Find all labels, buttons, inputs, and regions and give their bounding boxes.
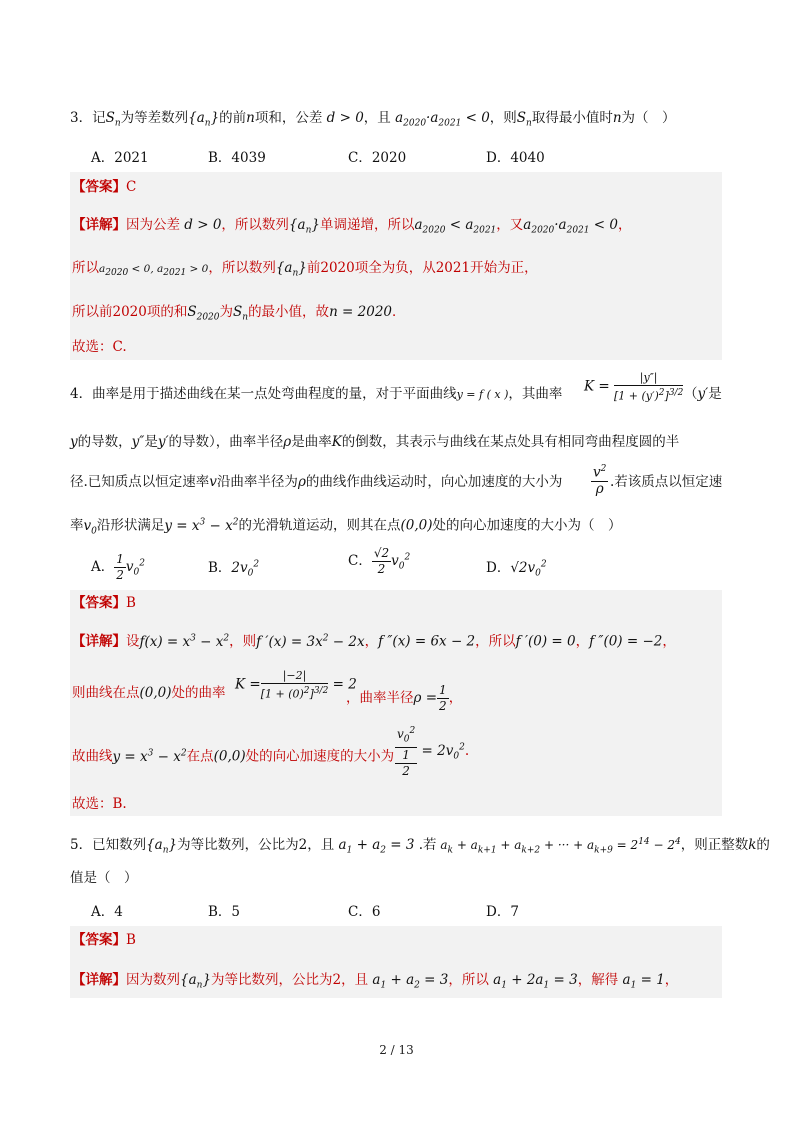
q4-stem-line2: y的导数，y″是y′的导数），曲率半径ρ是曲率K的倒数，其表示与曲线在某点处具有相同弯曲程度圆的半 [70, 434, 680, 450]
curvature-formula: K = $\frac{|y''|}{[1 + (y')^2]^{3/2}}$ [584, 371, 684, 403]
math: $S_n$ [516, 110, 532, 129]
q3-detail-line1: 【详解】因为公差 d > 0，所以数列$\{a_n\}$单调递增，所以$a_{2020} < a_{2021}$，又$a_{2020}\cdot a_{2021} < 0$， [72, 217, 632, 236]
q3-choice: 故选：C. [72, 339, 127, 355]
q3-option-d: D．4040 [486, 150, 545, 166]
page-number: 2 / 13 [379, 1043, 414, 1057]
q4-option-d: D．$√2v_0^2$ [486, 559, 547, 579]
q4-stem-line1: 4．曲率是用于描述曲线在某一点处弯曲程度的量，对于平面曲线y = f ( x )，其曲率 [70, 386, 563, 402]
q4-detail-line2: 则曲线在点(0,0)处的曲率 [72, 685, 226, 701]
q4-curvature-value: K = $\frac{|-2|}{[1 + (0)^2]^{3/2}}$ = 2 [235, 669, 357, 701]
q4-stem-line1-end: （y′是 [684, 386, 722, 402]
q3-option-c: C．2020 [348, 150, 407, 166]
q3-option-b: B．4039 [208, 150, 266, 166]
q4-option-c: C． $\frac{√2}{2}$ $v_0^2$ [348, 546, 411, 576]
q4-stem-line4: 率$v_0$沿形状满足$y = x^3 - x^2$的光滑轨道运动，则其在点(0,0)处的向心加速度的大小为（ ） [70, 517, 622, 537]
math: $\{a_n\}$ [188, 110, 220, 129]
q4-accel-fraction: $\frac{v^2}{\rho}$ [593, 464, 607, 497]
q5-option-a: A．4 [91, 904, 123, 920]
q4-stem-line3-end: .若该质点以恒定速 [610, 474, 723, 490]
q5-option-b: B．5 [208, 904, 241, 920]
q5-answer: 【答案】B [72, 932, 136, 948]
q5-stem-line2: 值是（ ） [70, 870, 138, 886]
q4-stem-line3: 径.已知质点以恒定速率v沿曲率半径为ρ的曲线作曲线运动时，向心加速度的大小为 [70, 474, 563, 490]
math: d > 0 [322, 110, 364, 126]
math: n [246, 110, 255, 126]
q3-detail-line3: 所以前2020项的和$S_{2020}$为$S_n$的最小值，故n = 2020． [72, 304, 406, 323]
q5-detail-line1: 【详解】因为数列$\{a_n\}$为等比数列，公比为2，且 $a_1 + a_2 = 3$，所以 $a_1 + 2a_1 = 3$，解得 $a_1 = 1$， [72, 972, 679, 991]
q4-detail-line1: 【详解】设$f(x) = x^3 - x^2$，则f $'(x) = 3x^2 - 2x$，f ″(x) = 6x − 2，所以f ′(0) = 0，f ″(0) = −2， [72, 633, 676, 650]
math: $a_{2020}\cdot a_{2021} < 0$ [390, 110, 490, 129]
q4-choice: 故选：B. [72, 796, 127, 812]
q4-detail-line3: 故曲线$y = x^3 - x^2$在点(0,0)处的向心加速度的大小为 [72, 748, 395, 765]
q4-option-b: B．$2v_0^2$ [208, 559, 260, 579]
q5-option-c: C．6 [348, 904, 381, 920]
q3-answer-box [70, 172, 722, 360]
math: $S_n$ [105, 110, 121, 129]
q3-option-a: A．2021 [91, 150, 149, 166]
q4-option-a: A． $\frac{1}{2}$ $v_0^2$ [91, 552, 145, 582]
q5-answer-box [70, 926, 722, 998]
q5-option-d: D．7 [486, 904, 519, 920]
q5-stem-line1: 5．已知数列$\{a_n\}$为等比数列，公比为2，且 $a_1 + a_2 = 3$ .若 $a_k + a_{k+1} + a_{k+2}$ + ··· + $a_{k+9} = 2^{14} - 2^4$，则正整数k的 [70, 837, 770, 856]
q3-detail-line2: 所以$a_{2020} < 0$, $a_{2021} > 0$，所以数列$\{a_n\}$前2020项全为负，从2021开始为正， [72, 260, 538, 279]
q4-answer-box [70, 590, 722, 816]
q3-answer: 【答案】C [72, 179, 137, 195]
q3-stem: 3．记$S_n$为等差数列$\{a_n\}$的前n项和，公差 d > 0，且 $a_{2020}\cdot a_{2021} < 0$，则$S_n$取得最小值时n为（ ） [70, 110, 676, 129]
q4-answer: 【答案】B [72, 595, 136, 611]
math: n [612, 110, 622, 126]
q3-number: 3． [70, 110, 93, 126]
q4-detail-line2-end: ，曲率半径ρ = $\frac{1}{2}$ ， [346, 683, 463, 713]
q4-accel-value: $v_0^2$ 1 2 = $2v_0^2$. [397, 726, 470, 779]
